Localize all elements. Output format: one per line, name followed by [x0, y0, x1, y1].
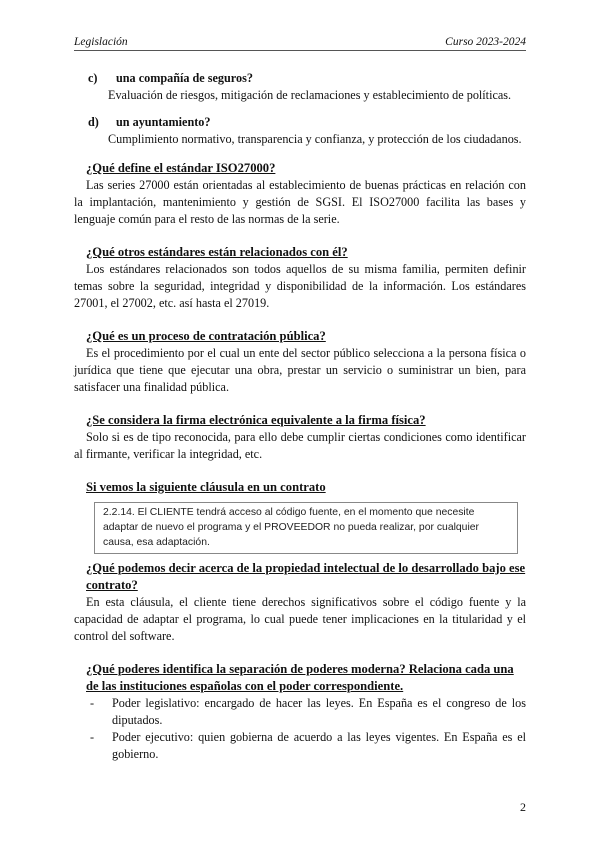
item-answer: Evaluación de riesgos, mitigación de reclamaciones y establecimiento de políticas. [108, 88, 512, 102]
section-heading-separation-of-powers: ¿Qué poderes identifica la separación de poderes moderna? Relaciona cada una de las instituciones españolas con el poder correspondiente. [86, 662, 514, 693]
page-content [74, 70, 526, 763]
page-header [74, 36, 526, 51]
item-question: un ayuntamiento? [116, 115, 211, 129]
item-label: d) [88, 115, 99, 129]
section-heading-iso27000: ¿Qué define el estándar ISO27000? [86, 161, 276, 175]
item-label: c) [88, 71, 98, 85]
section-heading-intellectual-property: ¿Qué podemos decir acerca de la propiedad intelectual de lo desarrollado bajo ese contrato? [86, 561, 526, 592]
section-heading-related-standards: ¿Qué otros estándares están relacionados con él? [86, 245, 348, 259]
section-body-related-standards: Los estándares relacionados son todos aquellos de su misma familia, permiten definir temas sobre la seguridad, integridad y disponibilidad de la información. Los estándares 27001, el 27002, etc. así hasta el 27019. [74, 262, 526, 310]
powers-list [74, 695, 526, 763]
list-marker: - [90, 730, 95, 744]
list-item [74, 114, 526, 148]
section-body-intellectual-property: En esta cláusula, el cliente tiene derechos significativos sobre el código fuente y la capacidad de adaptar el programa, lo cual puede tener implicaciones en la titularidad y el control del software. [74, 595, 526, 643]
section-body-public-procurement: Es el procedimiento por el cual un ente del sector público selecciona a la persona física o jurídica que tiene que ejecutar una obra, prestar un servicio o suministrar un bien, para satisfacer una finalidad pública. [74, 346, 526, 394]
item-question: una compañía de seguros? [116, 71, 253, 85]
list-item [74, 70, 526, 104]
list-item-text: Poder legislativo: encargado de hacer las leyes. En España es el congreso de los diputados. [112, 696, 526, 727]
header-course-name: Legislación [74, 36, 128, 48]
page-number: 2 [520, 800, 526, 814]
header-academic-year: Curso 2023-2024 [445, 36, 526, 48]
clause-intro-heading: Si vemos la siguiente cláusula en un contrato [86, 480, 326, 494]
item-answer: Cumplimiento normativo, transparencia y confianza, y protección de los ciudadanos. [108, 132, 522, 146]
list-item [74, 695, 526, 729]
contract-clause-image: 2.2.14. El CLIENTE tendrá acceso al código fuente, en el momento que necesite adaptar de nuevo el programa y el PROVEEDOR no pueda realizar, por cualquier causa, esa adaptación. [94, 502, 518, 554]
list-item-text: Poder ejecutivo: quien gobierna de acuerdo a las leyes vigentes. En España es el gobierno. [112, 730, 526, 761]
section-body-electronic-signature: Solo si es de tipo reconocida, para ello debe cumplir ciertas condiciones como identificar al firmante, verificar la integridad, etc. [74, 430, 526, 461]
list-item [74, 729, 526, 763]
list-marker: - [90, 696, 95, 710]
section-heading-public-procurement: ¿Qué es un proceso de contratación pública? [86, 329, 326, 343]
section-heading-electronic-signature: ¿Se considera la firma electrónica equivalente a la firma física? [86, 413, 426, 427]
section-body-iso27000: Las series 27000 están orientadas al establecimiento de buenas prácticas en relación con la implantación, mantenimiento y gestión de SGSI. El ISO27000 facilita las bases y lenguaje común para el resto de las normas de la serie. [74, 178, 526, 226]
